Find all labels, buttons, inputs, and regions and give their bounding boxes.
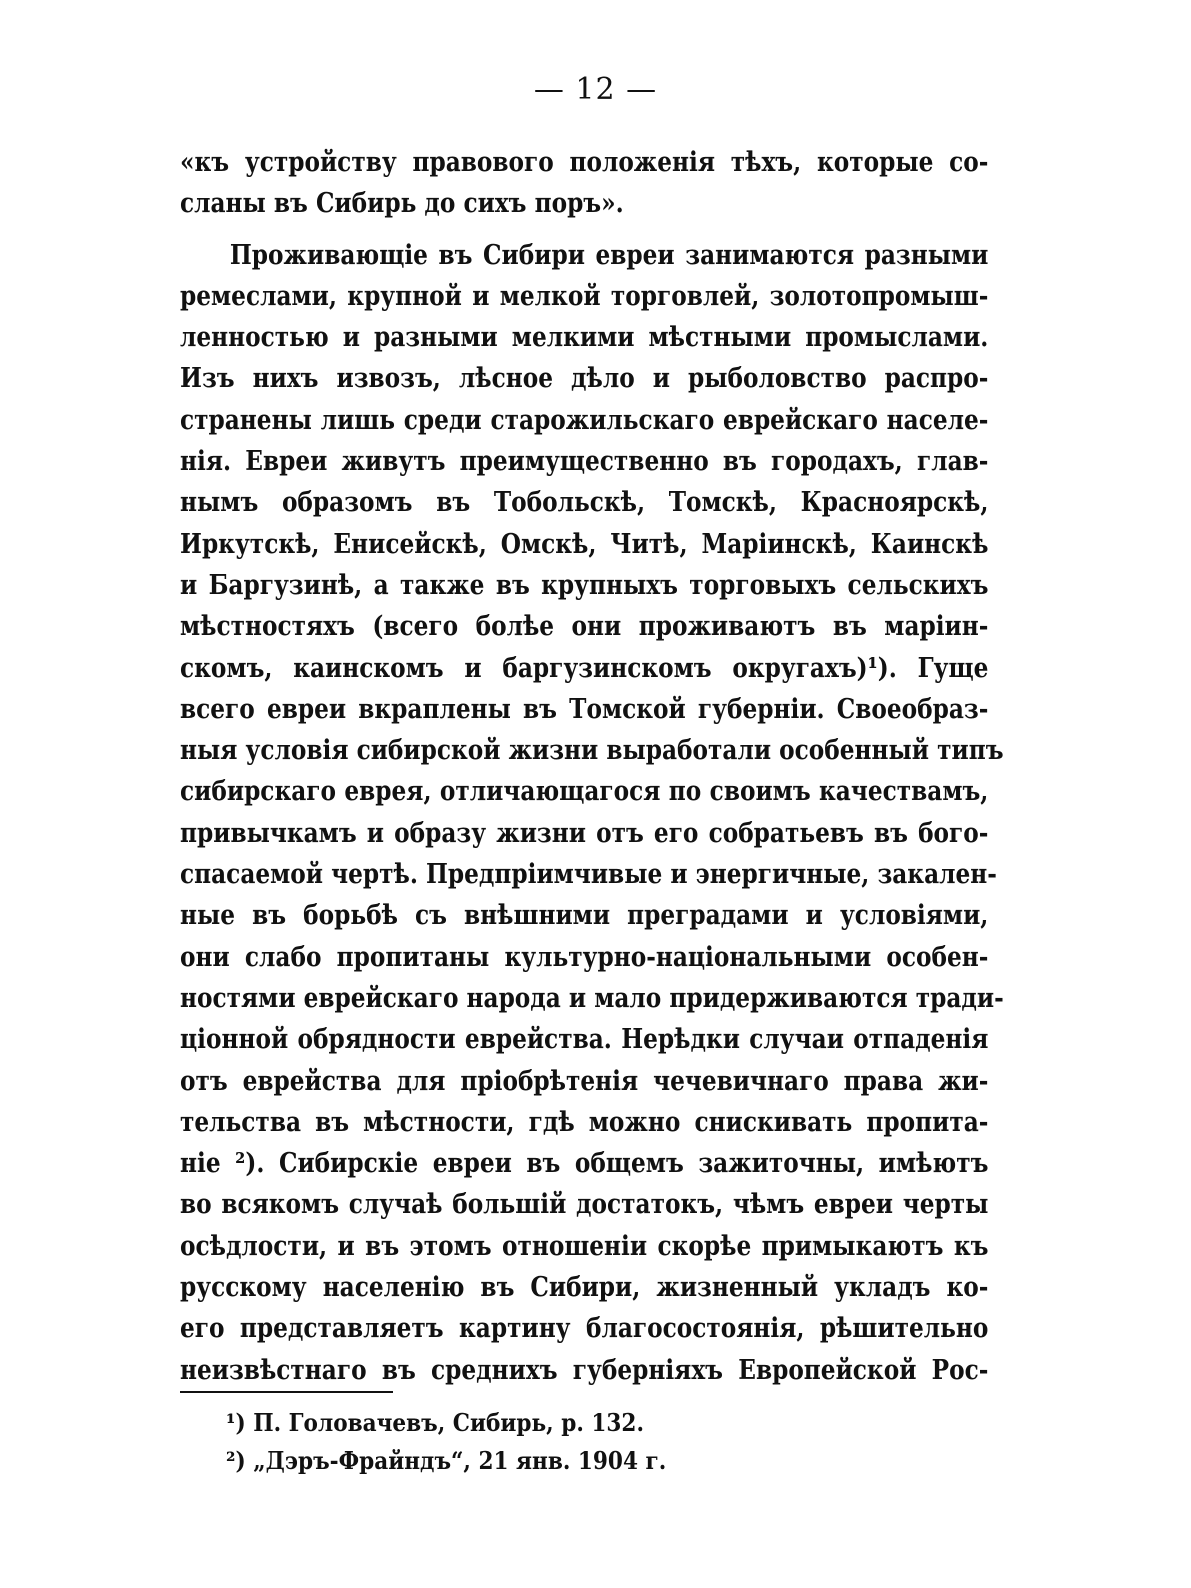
text-line: тельства въ мѣстности, гдѣ можно снискивать пропита- [180,1106,989,1138]
footnote-divider [180,1391,393,1393]
paragraph-continuation [180,142,988,225]
text-line: «къ устройству правового положенія тѣхъ, которые со- [180,147,989,178]
text-line: нія. Евреи живутъ преимущественно въ городахъ, глав- [180,446,989,478]
text-line: спасаемой чертѣ. Предпріимчивые и энергичные, закален- [180,859,997,891]
text-line: ціонной обрядности еврейства. Нерѣдки случаи отпаденія [180,1024,989,1056]
text-line: странены лишь среди старожильскаго еврейскаго населе- [180,404,989,436]
text-line: отъ еврейства для пріобрѣтенія чечевичнаго права жи- [180,1065,989,1097]
text-line: и Баргузинѣ, а также въ крупныхъ торговыхъ сельскихъ [180,569,989,601]
text-line: неизвѣстнаго въ среднихъ губерніяхъ Европейской Рос- [180,1354,989,1386]
text-line: сланы въ Сибирь до сихъ поръ». [180,188,624,220]
text-line: Проживающіе въ Сибири евреи занимаются разными [229,239,989,271]
text-line: осѣдлости, и въ этомъ отношеніи скорѣе примыкаютъ къ [180,1230,989,1262]
text-line: мѣстностяхъ (всего болѣе они проживаютъ въ маріин- [180,611,989,643]
footnote-2: ²) „Дэръ-Фрайндъ“, 21 янв. 1904 г. [226,1446,667,1475]
body-text [180,142,1004,1432]
text-line: всего евреи вкраплены въ Томской губерніи. Своеобраз- [180,693,989,725]
text-line: его представляетъ картину благосостоянія, рѣшительно [180,1313,989,1345]
footnote-1: ¹) П. Головачевъ, Сибирь, р. 132. [226,1408,644,1437]
text-line: ремеслами, крупной и мелкой торговлей, золотопромыш- [180,280,989,312]
text-line: во всякомъ случаѣ большій достатокъ, чѣмъ евреи черты [180,1189,989,1221]
text-line: они слабо пропитаны культурно-національными особен- [180,941,989,973]
text-line: русскому населенію въ Сибири, жизненный укладъ ко- [180,1272,989,1304]
text-line: ные въ борьбѣ съ внѣшними преградами и условіями, [180,900,989,932]
footnotes [226,1404,926,1480]
text-line: привычкамъ и образу жизни отъ его собратьевъ въ бого- [180,817,989,849]
paragraph-main [180,235,1004,1433]
text-line: нымъ образомъ въ Тобольскѣ, Томскѣ, Красноярскѣ, [180,487,989,519]
paragraph-gap [180,225,988,235]
text-line: Изъ нихъ извозъ, лѣсное дѣло и рыболовство распро- [180,363,989,395]
text-line: Иркутскѣ, Енисейскѣ, Омскѣ, Читѣ, Маріинскѣ, Каинскѣ [180,528,989,560]
text-line: ныя условія сибирской жизни выработали особенный типъ [180,735,1004,767]
text-line: ленностью и разными мелкими мѣстными промыслами. [180,322,989,354]
text-line: скомъ, каинскомъ и баргузинскомъ округахъ)¹). Гуще [180,652,989,684]
page-number: — 12 — [533,72,658,107]
text-line: ностями еврейскаго народа и мало придерживаются тради- [180,982,1004,1014]
text-line: сибирскаго еврея, отличающагося по своимъ качествамъ, [180,776,989,808]
text-line: ніе ²). Сибирскіе евреи въ общемъ зажиточны, имѣютъ [180,1148,989,1180]
